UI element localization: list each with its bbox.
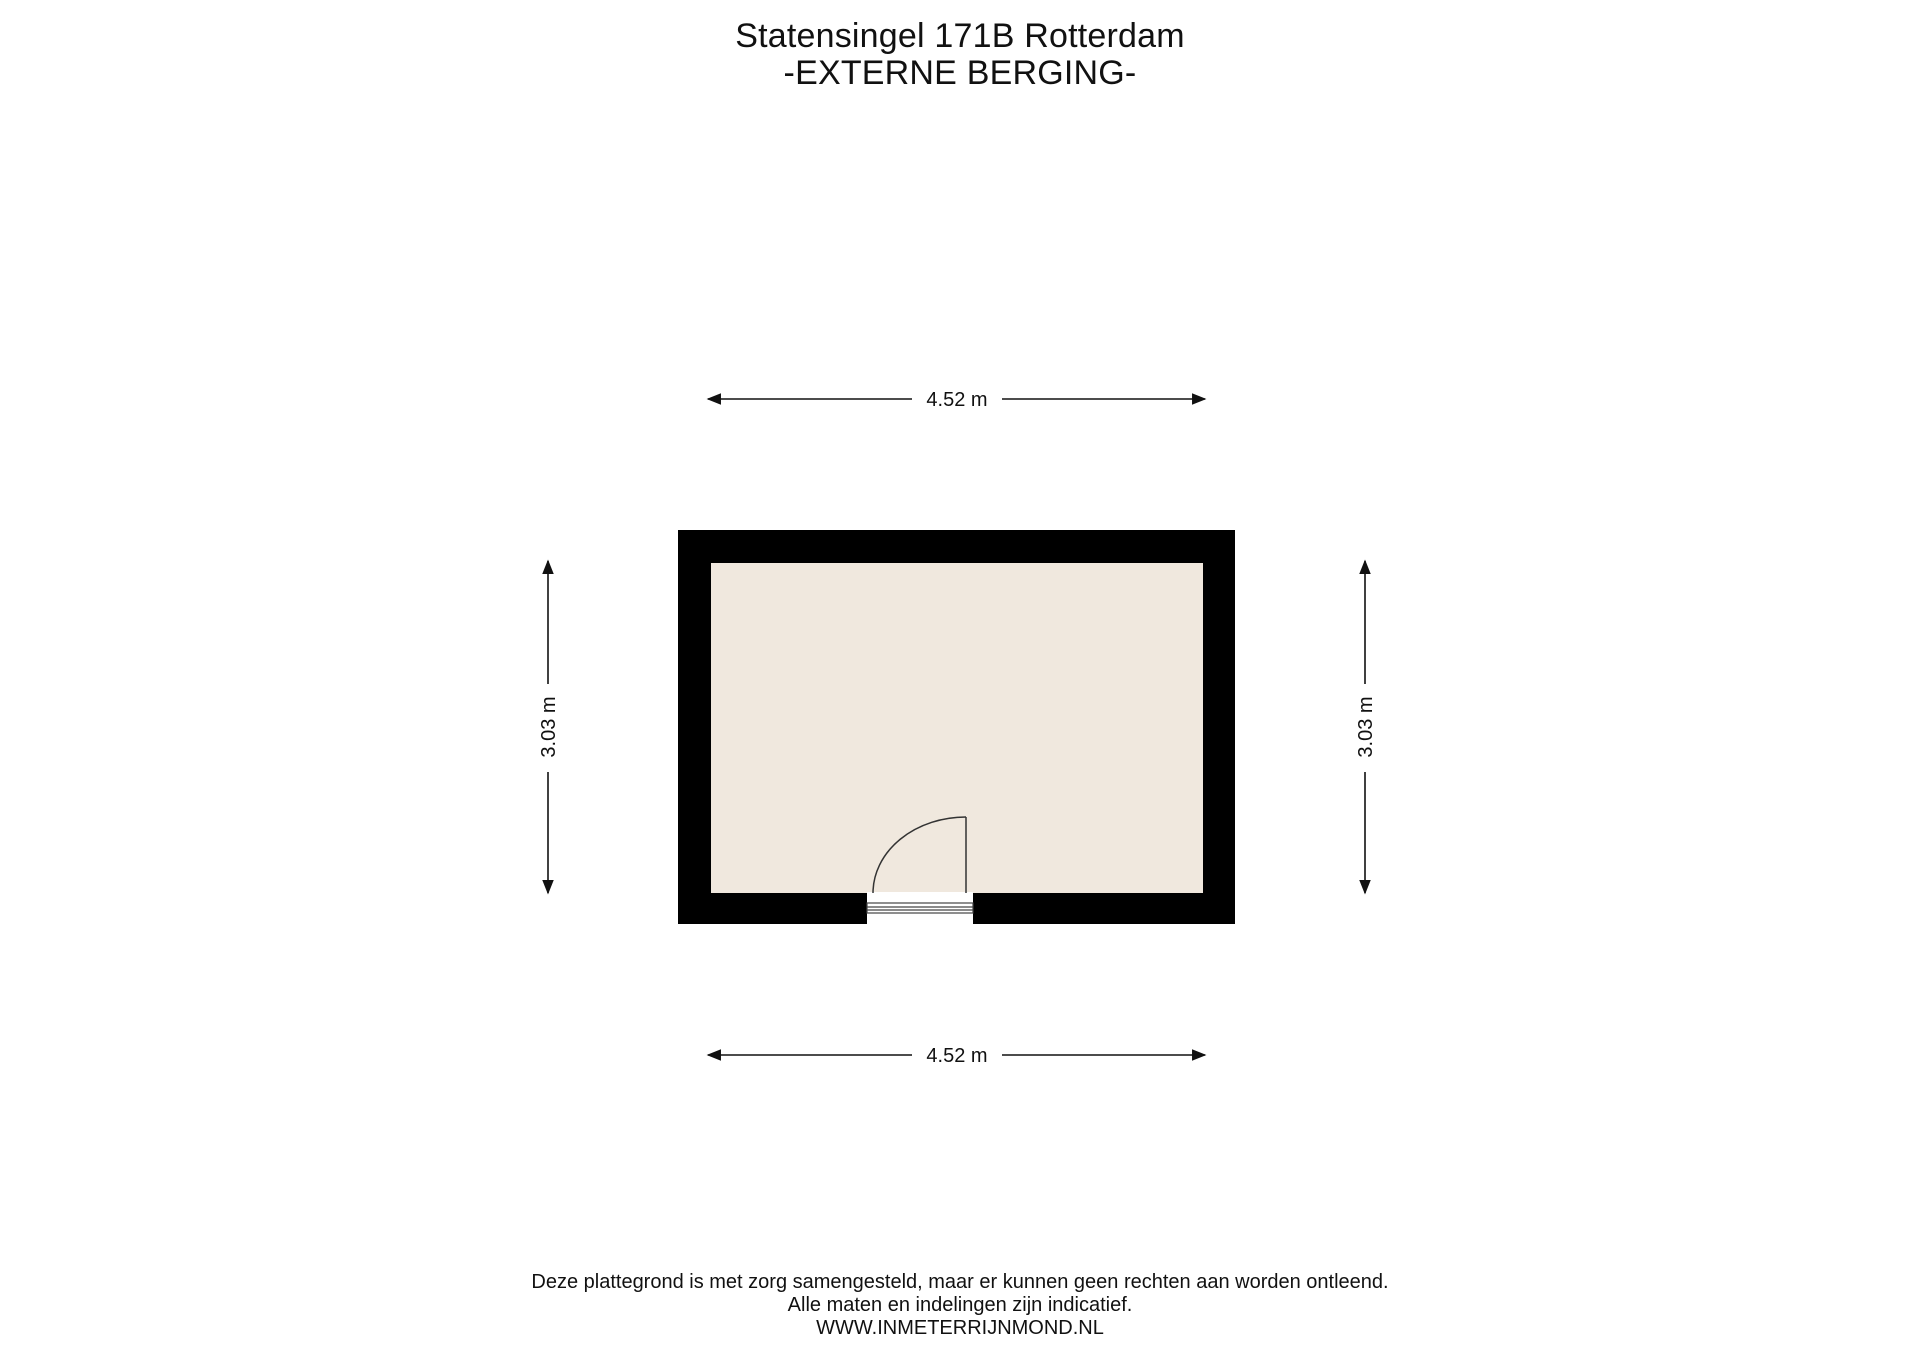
indicative-note: Alle maten en indelingen zijn indicatief. [787, 1294, 1133, 1316]
footer [0, 1271, 1920, 1340]
dimension-right [1355, 561, 1377, 893]
dimension-left [538, 561, 560, 893]
dimension-bottom [708, 1045, 1205, 1067]
page-title: Statensingel 171B Rotterdam [735, 17, 1185, 55]
dimension-label-bottom: 4.52 m [926, 1045, 988, 1067]
door-opening [867, 892, 973, 925]
walls [678, 530, 1235, 925]
dimension-label-top: 4.52 m [926, 389, 988, 411]
room-floor [711, 563, 1203, 893]
website-text: WWW.INMETERRIJNMOND.NL [816, 1317, 1104, 1339]
dimension-label-right: 3.03 m [1355, 696, 1377, 758]
dimension-label-left: 3.03 m [538, 696, 560, 758]
dimension-top [708, 389, 1205, 411]
disclaimer-text: Deze plattegrond is met zorg samengesteld, maar er kunnen geen rechten aan worden ontleend. [531, 1271, 1389, 1293]
page-subtitle: -EXTERNE BERGING- [783, 54, 1137, 92]
